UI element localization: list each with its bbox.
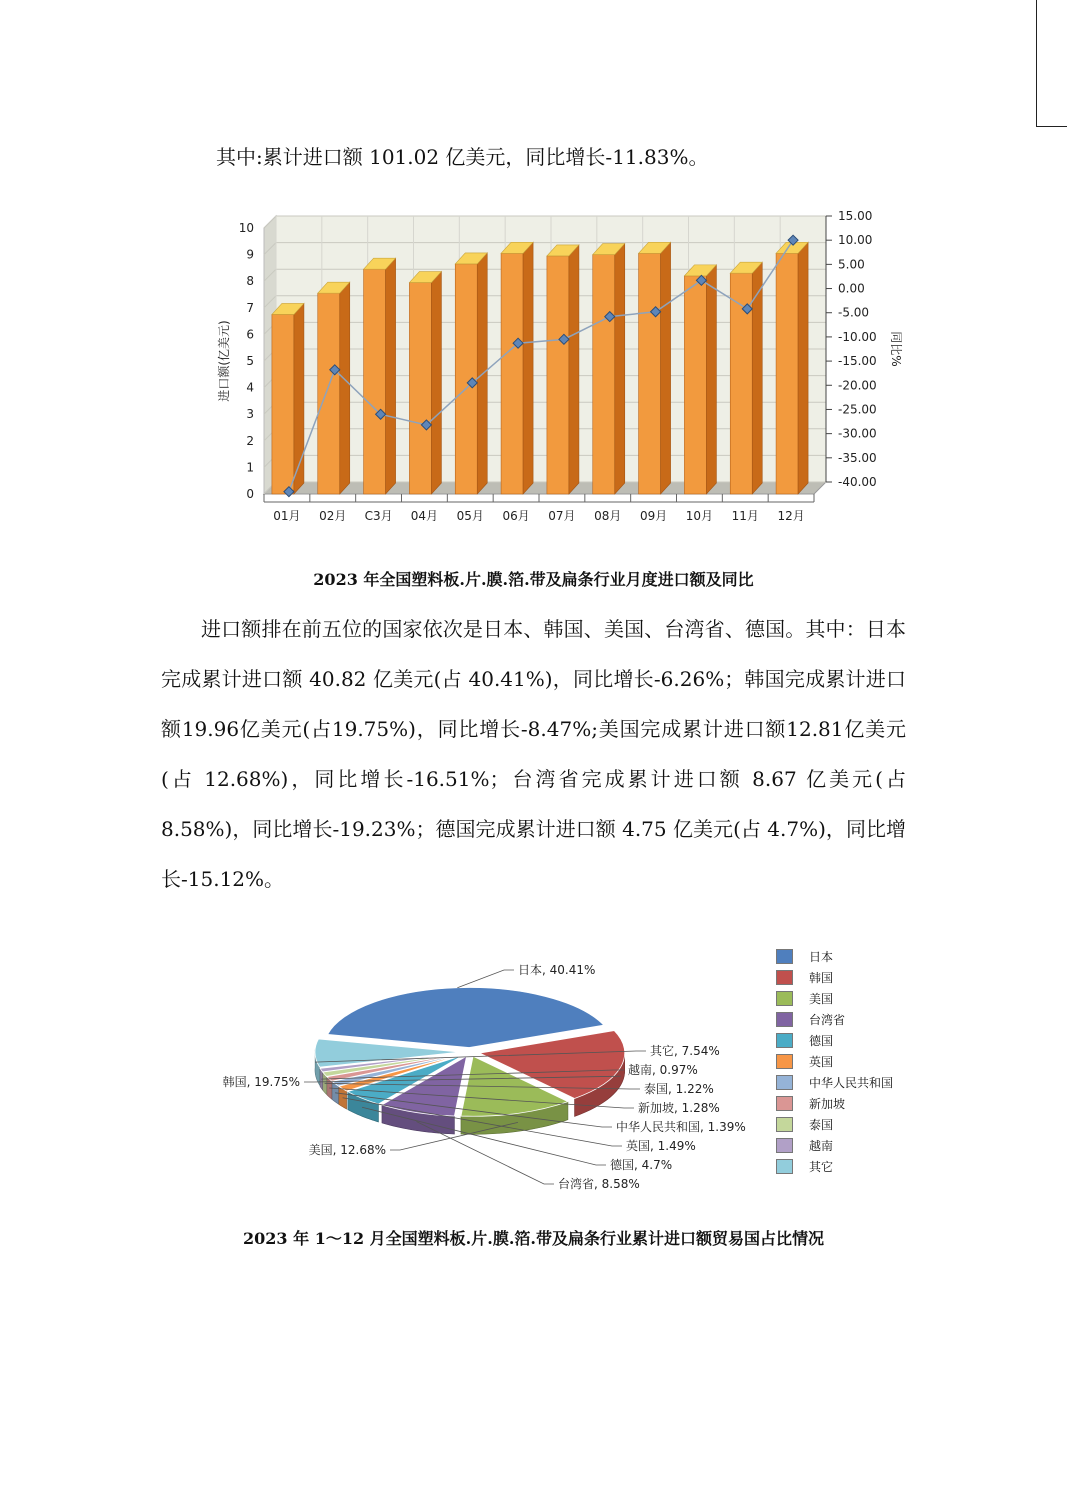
legend-swatch — [776, 1138, 793, 1153]
y-tick-label: 1 — [246, 460, 254, 475]
legend-label: 英国 — [809, 1055, 834, 1069]
bar-side — [569, 245, 579, 494]
legend-item — [776, 988, 893, 1009]
y-tick-label: 5 — [246, 354, 254, 368]
pie-chart-caption: 2023 年 1～12 月全国塑料板.片.膜.箔.带及扁条行业累计进口额贸易国占比情况 — [243, 1229, 824, 1248]
pie-legend — [776, 946, 893, 1177]
legend-item — [776, 1156, 893, 1177]
bar-front — [639, 253, 661, 494]
x-tick-label: C3月 — [364, 509, 393, 523]
legend-label: 中华人民共和国 — [809, 1076, 894, 1090]
body-paragraph: 进口额排在前五位的国家依次是日本、韩国、美国、台湾省、德国。其中：日本完成累计进口额 40.82 亿美元(占 40.41%)，同比增长-6.26%；韩国完成累计进口额19.96亿美元(占19.75%)，同比增长-8.47%;美国完成累计进口额12.81亿美元(占 12.68%)，同比增长-16.51%；台湾省完成累计进口额 8.67 亿美元(占8.58%)，同比增长-19.23%；德国完成累计进口额 4.75 亿美元(占 4.7%)，同比增长-15.12%。 — [161, 617, 906, 891]
legend-swatch — [776, 1054, 793, 1069]
bar-front — [593, 255, 615, 494]
legend-label: 美国 — [809, 992, 834, 1006]
page-corner-mark-horizontal — [1036, 126, 1067, 127]
x-tick-label: 11月 — [731, 509, 759, 523]
bar-side — [798, 242, 808, 494]
bar-front — [776, 253, 798, 494]
y2-axis-title: 同比% — [889, 331, 903, 367]
legend-item — [776, 1072, 893, 1093]
monthly-import-chart — [200, 200, 903, 540]
pie-slice-label: 美国, 12.68% — [308, 1143, 386, 1157]
legend-item — [776, 1093, 893, 1114]
y2-tick-label: 0.00 — [838, 281, 865, 296]
pie-slice-label: 台湾省, 8.58% — [558, 1177, 640, 1191]
y2-tick-label: -35.00 — [838, 450, 877, 465]
legend-item — [776, 1051, 893, 1072]
legend-label: 其它 — [809, 1160, 834, 1174]
legend-item — [776, 1114, 893, 1135]
y2-tick-label: 15.00 — [838, 209, 873, 223]
legend-label: 日本 — [809, 950, 834, 964]
y-tick-label: 3 — [246, 407, 254, 422]
y-tick-label: 10 — [238, 221, 254, 235]
x-tick-label: 12月 — [777, 509, 805, 523]
y-tick-label: 9 — [246, 247, 254, 262]
legend-swatch — [776, 1075, 793, 1090]
page-corner-mark-vertical — [1036, 0, 1037, 127]
legend-label: 越南 — [809, 1139, 834, 1153]
pie-slice-label: 其它, 7.54% — [650, 1044, 720, 1058]
legend-swatch — [776, 991, 793, 1006]
bar-side — [706, 265, 716, 494]
pie-slice — [328, 988, 604, 1048]
pie-slice-label: 韩国, 19.75% — [222, 1075, 300, 1089]
legend-item — [776, 1135, 893, 1156]
y2-tick-label: -25.00 — [838, 402, 877, 417]
pie-slice-label: 日本, 40.41% — [518, 963, 596, 977]
bar-side — [661, 242, 671, 494]
legend-label: 泰国 — [809, 1118, 834, 1132]
legend-swatch — [776, 1117, 793, 1132]
bar-front — [364, 269, 386, 494]
pie-slice-label: 中华人民共和国, 1.39% — [616, 1120, 746, 1134]
pie-slice-label: 泰国, 1.22% — [644, 1082, 714, 1096]
legend-item — [776, 967, 893, 988]
y2-tick-label: -5.00 — [838, 305, 870, 320]
bar-chart-caption: 2023 年全国塑料板.片.膜.箔.带及扁条行业月度进口额及同比 — [313, 570, 754, 589]
x-tick-label: 01月 — [273, 509, 301, 523]
y2-tick-label: -40.00 — [838, 475, 877, 489]
bar-side — [615, 244, 625, 494]
bar-front — [409, 283, 431, 494]
pie-slice-label: 越南, 0.97% — [628, 1063, 698, 1077]
bar-front — [684, 276, 706, 494]
x-tick-label: 04月 — [410, 509, 439, 523]
y2-tick-label: 10.00 — [838, 233, 873, 248]
x-tick-label: 02月 — [319, 509, 347, 523]
pie-leader-line — [457, 970, 514, 988]
y2-tick-label: 5.00 — [838, 257, 865, 272]
bar-side — [386, 258, 396, 494]
x-tick-label: 06月 — [502, 509, 530, 523]
x-tick-label: 08月 — [594, 509, 622, 523]
y-tick-label: 6 — [246, 327, 254, 342]
x-tick-label: 10月 — [685, 509, 714, 523]
legend-item — [776, 946, 893, 967]
y2-tick-label: -10.00 — [838, 329, 877, 344]
legend-swatch — [776, 1012, 793, 1027]
y-tick-label: 8 — [246, 274, 254, 289]
x-tick-label: 09月 — [639, 509, 668, 523]
bar-side — [340, 282, 350, 494]
bar-front — [318, 293, 340, 494]
y2-tick-label: -15.00 — [838, 354, 877, 369]
legend-label: 韩国 — [809, 971, 834, 985]
x-tick-label: 07月 — [548, 509, 576, 523]
y-tick-label: 4 — [246, 380, 254, 395]
legend-item — [776, 1030, 893, 1051]
legend-label: 新加坡 — [809, 1097, 846, 1111]
bar-side — [431, 272, 441, 494]
x-tick-label: 05月 — [456, 509, 484, 523]
legend-swatch — [776, 1096, 793, 1111]
bar-side — [752, 262, 762, 494]
legend-label: 台湾省 — [809, 1013, 846, 1027]
y-tick-label: 0 — [246, 487, 254, 501]
legend-label: 德国 — [809, 1034, 834, 1048]
y-axis-title: 进口额(亿美元) — [217, 320, 231, 402]
pie-slice-label: 新加坡, 1.28% — [638, 1101, 720, 1115]
bar-front — [501, 253, 523, 494]
bar-front — [272, 314, 294, 494]
pie-slice-label: 德国, 4.7% — [610, 1158, 673, 1172]
bar-side — [523, 242, 533, 494]
pie-slice-label: 英国, 1.49% — [626, 1139, 696, 1153]
legend-swatch — [776, 1159, 793, 1174]
y-tick-label: 7 — [246, 300, 254, 315]
bar-front — [547, 256, 569, 494]
y-tick-label: 2 — [246, 433, 254, 448]
intro-text: 其中:累计进口额 101.02 亿美元，同比增长-11.83%。 — [216, 145, 709, 169]
y2-tick-label: -30.00 — [838, 426, 877, 441]
y2-tick-label: -20.00 — [838, 378, 877, 393]
legend-swatch — [776, 970, 793, 985]
legend-swatch — [776, 949, 793, 964]
legend-item — [776, 1009, 893, 1030]
country-share-pie-chart — [200, 940, 760, 1200]
legend-swatch — [776, 1033, 793, 1048]
